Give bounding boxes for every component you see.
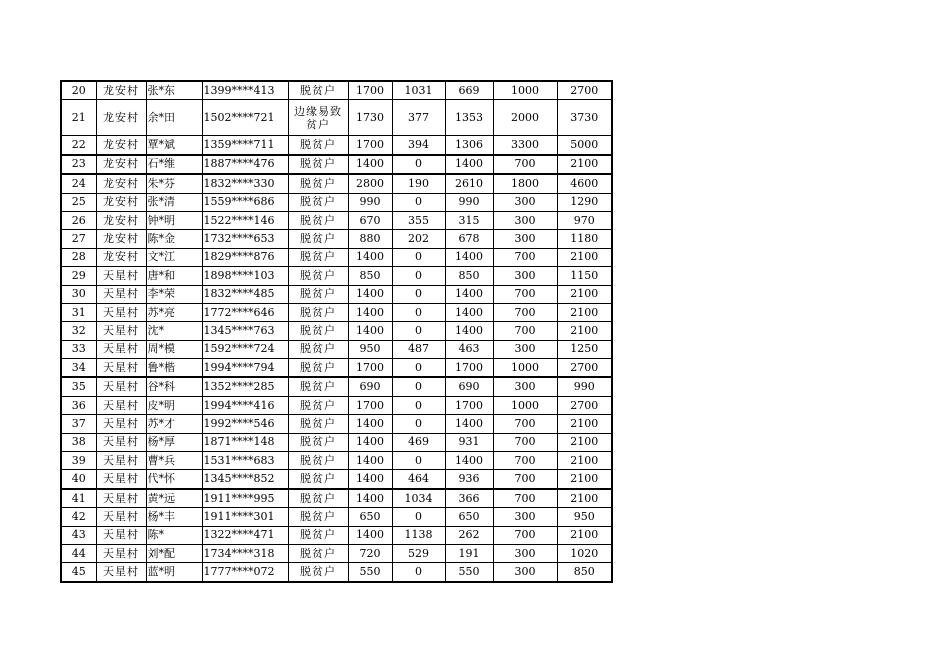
cell-value-4: 700 bbox=[493, 452, 557, 470]
cell-value-1: 1400 bbox=[348, 415, 392, 433]
cell-name: 覃*斌 bbox=[146, 136, 202, 155]
cell-value-3: 550 bbox=[445, 563, 493, 582]
cell-phone: 1522****146 bbox=[202, 211, 288, 229]
cell-value-5: 2100 bbox=[557, 470, 612, 489]
cell-value-3: 1400 bbox=[445, 322, 493, 340]
cell-value-3: 669 bbox=[445, 81, 493, 100]
table-row bbox=[61, 377, 612, 396]
cell-phone: 1732****653 bbox=[202, 230, 288, 248]
cell-household-type: 脱贫户 bbox=[288, 230, 348, 248]
cell-name: 沈* bbox=[146, 322, 202, 340]
cell-name: 谷*科 bbox=[146, 377, 202, 396]
cell-value-1: 1400 bbox=[348, 526, 392, 544]
cell-village: 天星村 bbox=[96, 285, 146, 303]
cell-household-type: 脱贫户 bbox=[288, 396, 348, 414]
cell-phone: 1898****103 bbox=[202, 267, 288, 285]
cell-value-5: 2100 bbox=[557, 433, 612, 451]
cell-value-5: 1180 bbox=[557, 230, 612, 248]
cell-village: 龙安村 bbox=[96, 81, 146, 100]
cell-value-4: 300 bbox=[493, 267, 557, 285]
cell-household-type: 脱贫户 bbox=[288, 415, 348, 433]
table-row bbox=[61, 489, 612, 508]
cell-value-1: 1700 bbox=[348, 359, 392, 378]
cell-name: 蓝*明 bbox=[146, 563, 202, 582]
cell-value-3: 1306 bbox=[445, 136, 493, 155]
cell-no: 25 bbox=[61, 193, 96, 211]
cell-value-5: 990 bbox=[557, 377, 612, 396]
cell-no: 37 bbox=[61, 415, 96, 433]
cell-village: 龙安村 bbox=[96, 248, 146, 266]
cell-value-5: 2100 bbox=[557, 452, 612, 470]
cell-value-1: 1400 bbox=[348, 303, 392, 321]
cell-value-1: 1400 bbox=[348, 452, 392, 470]
cell-value-3: 191 bbox=[445, 544, 493, 562]
cell-household-type: 脱贫户 bbox=[288, 248, 348, 266]
table-row bbox=[61, 230, 612, 248]
cell-village: 天星村 bbox=[96, 563, 146, 582]
cell-name: 鲁*楷 bbox=[146, 359, 202, 378]
cell-name: 钟*明 bbox=[146, 211, 202, 229]
cell-value-5: 2700 bbox=[557, 81, 612, 100]
cell-no: 30 bbox=[61, 285, 96, 303]
cell-village: 天星村 bbox=[96, 340, 146, 358]
cell-village: 龙安村 bbox=[96, 193, 146, 211]
cell-village: 天星村 bbox=[96, 470, 146, 489]
cell-value-5: 2100 bbox=[557, 489, 612, 508]
cell-name: 余*田 bbox=[146, 100, 202, 136]
cell-value-4: 700 bbox=[493, 526, 557, 544]
cell-value-2: 1034 bbox=[392, 489, 445, 508]
cell-no: 34 bbox=[61, 359, 96, 378]
cell-no: 41 bbox=[61, 489, 96, 508]
cell-village: 天星村 bbox=[96, 544, 146, 562]
cell-phone: 1832****485 bbox=[202, 285, 288, 303]
cell-value-4: 700 bbox=[493, 433, 557, 451]
cell-value-5: 1250 bbox=[557, 340, 612, 358]
cell-name: 苏*亮 bbox=[146, 303, 202, 321]
cell-value-3: 690 bbox=[445, 377, 493, 396]
cell-village: 龙安村 bbox=[96, 211, 146, 229]
cell-value-4: 700 bbox=[493, 415, 557, 433]
cell-value-4: 300 bbox=[493, 230, 557, 248]
cell-value-1: 1400 bbox=[348, 433, 392, 451]
cell-value-3: 366 bbox=[445, 489, 493, 508]
cell-no: 28 bbox=[61, 248, 96, 266]
cell-name: 李*荣 bbox=[146, 285, 202, 303]
cell-no: 21 bbox=[61, 100, 96, 136]
cell-village: 天星村 bbox=[96, 526, 146, 544]
cell-value-3: 990 bbox=[445, 193, 493, 211]
table-row bbox=[61, 211, 612, 229]
cell-value-4: 700 bbox=[493, 489, 557, 508]
cell-value-1: 2800 bbox=[348, 174, 392, 193]
cell-name: 曹*兵 bbox=[146, 452, 202, 470]
cell-village: 天星村 bbox=[96, 322, 146, 340]
table-row bbox=[61, 155, 612, 174]
cell-value-4: 700 bbox=[493, 285, 557, 303]
cell-value-5: 2100 bbox=[557, 285, 612, 303]
table-row bbox=[61, 267, 612, 285]
cell-value-2: 0 bbox=[392, 267, 445, 285]
cell-village: 龙安村 bbox=[96, 155, 146, 174]
cell-phone: 1502****721 bbox=[202, 100, 288, 136]
cell-phone: 1994****416 bbox=[202, 396, 288, 414]
cell-value-2: 0 bbox=[392, 322, 445, 340]
cell-value-1: 1400 bbox=[348, 155, 392, 174]
cell-value-1: 1400 bbox=[348, 489, 392, 508]
cell-village: 天星村 bbox=[96, 359, 146, 378]
cell-value-4: 3300 bbox=[493, 136, 557, 155]
cell-household-type: 脱贫户 bbox=[288, 136, 348, 155]
cell-value-4: 1800 bbox=[493, 174, 557, 193]
table-row bbox=[61, 508, 612, 526]
cell-value-2: 0 bbox=[392, 248, 445, 266]
cell-value-5: 1290 bbox=[557, 193, 612, 211]
cell-value-5: 950 bbox=[557, 508, 612, 526]
table-row bbox=[61, 452, 612, 470]
cell-no: 23 bbox=[61, 155, 96, 174]
table-row bbox=[61, 248, 612, 266]
cell-value-2: 0 bbox=[392, 415, 445, 433]
cell-household-type: 脱贫户 bbox=[288, 526, 348, 544]
cell-value-1: 1400 bbox=[348, 285, 392, 303]
cell-household-type: 脱贫户 bbox=[288, 563, 348, 582]
table-row bbox=[61, 340, 612, 358]
cell-value-2: 0 bbox=[392, 285, 445, 303]
cell-household-type: 脱贫户 bbox=[288, 81, 348, 100]
cell-value-1: 1400 bbox=[348, 470, 392, 489]
table-body bbox=[61, 81, 612, 582]
table-row bbox=[61, 470, 612, 489]
cell-name: 唐*和 bbox=[146, 267, 202, 285]
cell-village: 天星村 bbox=[96, 415, 146, 433]
cell-household-type: 脱贫户 bbox=[288, 193, 348, 211]
table-row bbox=[61, 100, 612, 136]
cell-value-4: 700 bbox=[493, 470, 557, 489]
cell-value-2: 469 bbox=[392, 433, 445, 451]
cell-value-5: 2700 bbox=[557, 359, 612, 378]
cell-household-type: 脱贫户 bbox=[288, 544, 348, 562]
cell-name: 黄*远 bbox=[146, 489, 202, 508]
table-row bbox=[61, 359, 612, 378]
cell-household-type: 脱贫户 bbox=[288, 285, 348, 303]
cell-value-2: 190 bbox=[392, 174, 445, 193]
cell-value-3: 850 bbox=[445, 267, 493, 285]
cell-value-5: 2100 bbox=[557, 322, 612, 340]
cell-phone: 1911****301 bbox=[202, 508, 288, 526]
cell-value-1: 950 bbox=[348, 340, 392, 358]
table-row bbox=[61, 415, 612, 433]
table-row bbox=[61, 563, 612, 582]
cell-value-2: 0 bbox=[392, 377, 445, 396]
cell-value-2: 0 bbox=[392, 508, 445, 526]
cell-value-3: 1400 bbox=[445, 303, 493, 321]
cell-value-1: 1700 bbox=[348, 81, 392, 100]
cell-household-type: 脱贫户 bbox=[288, 322, 348, 340]
cell-no: 27 bbox=[61, 230, 96, 248]
cell-value-5: 2100 bbox=[557, 155, 612, 174]
cell-no: 20 bbox=[61, 81, 96, 100]
cell-phone: 1345****763 bbox=[202, 322, 288, 340]
cell-phone: 1734****318 bbox=[202, 544, 288, 562]
cell-value-1: 880 bbox=[348, 230, 392, 248]
cell-household-type: 脱贫户 bbox=[288, 359, 348, 378]
cell-village: 天星村 bbox=[96, 396, 146, 414]
cell-value-3: 1353 bbox=[445, 100, 493, 136]
cell-value-2: 464 bbox=[392, 470, 445, 489]
cell-value-4: 1000 bbox=[493, 396, 557, 414]
cell-value-2: 1138 bbox=[392, 526, 445, 544]
table-row bbox=[61, 322, 612, 340]
cell-village: 龙安村 bbox=[96, 174, 146, 193]
cell-household-type: 脱贫户 bbox=[288, 155, 348, 174]
cell-name: 陈*金 bbox=[146, 230, 202, 248]
cell-value-3: 1700 bbox=[445, 396, 493, 414]
cell-value-3: 650 bbox=[445, 508, 493, 526]
cell-value-5: 850 bbox=[557, 563, 612, 582]
cell-value-2: 0 bbox=[392, 193, 445, 211]
cell-village: 天星村 bbox=[96, 452, 146, 470]
table-row bbox=[61, 433, 612, 451]
cell-value-4: 300 bbox=[493, 508, 557, 526]
cell-name: 陈* bbox=[146, 526, 202, 544]
cell-value-5: 2100 bbox=[557, 526, 612, 544]
table-row bbox=[61, 136, 612, 155]
cell-value-5: 2700 bbox=[557, 396, 612, 414]
cell-no: 36 bbox=[61, 396, 96, 414]
cell-value-4: 1000 bbox=[493, 359, 557, 378]
cell-value-4: 300 bbox=[493, 211, 557, 229]
cell-value-2: 1031 bbox=[392, 81, 445, 100]
cell-phone: 1592****724 bbox=[202, 340, 288, 358]
cell-name: 张*清 bbox=[146, 193, 202, 211]
cell-value-1: 690 bbox=[348, 377, 392, 396]
cell-village: 天星村 bbox=[96, 377, 146, 396]
cell-name: 皮*明 bbox=[146, 396, 202, 414]
cell-value-1: 1400 bbox=[348, 248, 392, 266]
cell-phone: 1345****852 bbox=[202, 470, 288, 489]
cell-value-2: 487 bbox=[392, 340, 445, 358]
cell-no: 35 bbox=[61, 377, 96, 396]
cell-value-4: 700 bbox=[493, 303, 557, 321]
cell-no: 29 bbox=[61, 267, 96, 285]
cell-value-2: 355 bbox=[392, 211, 445, 229]
cell-phone: 1359****711 bbox=[202, 136, 288, 155]
cell-value-1: 1400 bbox=[348, 322, 392, 340]
cell-phone: 1911****995 bbox=[202, 489, 288, 508]
cell-value-1: 670 bbox=[348, 211, 392, 229]
cell-value-4: 300 bbox=[493, 193, 557, 211]
cell-value-2: 0 bbox=[392, 452, 445, 470]
cell-household-type: 脱贫户 bbox=[288, 508, 348, 526]
cell-value-4: 300 bbox=[493, 563, 557, 582]
cell-village: 天星村 bbox=[96, 267, 146, 285]
cell-household-type: 脱贫户 bbox=[288, 174, 348, 193]
cell-household-type: 脱贫户 bbox=[288, 433, 348, 451]
cell-no: 43 bbox=[61, 526, 96, 544]
cell-phone: 1777****072 bbox=[202, 563, 288, 582]
cell-phone: 1399****413 bbox=[202, 81, 288, 100]
cell-village: 天星村 bbox=[96, 433, 146, 451]
cell-value-4: 300 bbox=[493, 340, 557, 358]
cell-value-2: 0 bbox=[392, 396, 445, 414]
cell-value-5: 5000 bbox=[557, 136, 612, 155]
cell-phone: 1531****683 bbox=[202, 452, 288, 470]
table-row bbox=[61, 193, 612, 211]
cell-household-type: 脱贫户 bbox=[288, 303, 348, 321]
cell-village: 龙安村 bbox=[96, 230, 146, 248]
cell-no: 31 bbox=[61, 303, 96, 321]
cell-phone: 1352****285 bbox=[202, 377, 288, 396]
data-table bbox=[60, 80, 613, 583]
cell-value-2: 0 bbox=[392, 303, 445, 321]
table-row bbox=[61, 526, 612, 544]
cell-value-2: 377 bbox=[392, 100, 445, 136]
cell-value-2: 0 bbox=[392, 359, 445, 378]
cell-household-type: 脱贫户 bbox=[288, 267, 348, 285]
cell-village: 龙安村 bbox=[96, 136, 146, 155]
cell-name: 苏*才 bbox=[146, 415, 202, 433]
cell-no: 39 bbox=[61, 452, 96, 470]
cell-value-4: 700 bbox=[493, 322, 557, 340]
cell-value-2: 202 bbox=[392, 230, 445, 248]
cell-value-1: 1700 bbox=[348, 396, 392, 414]
cell-phone: 1887****476 bbox=[202, 155, 288, 174]
table-row bbox=[61, 303, 612, 321]
cell-value-4: 2000 bbox=[493, 100, 557, 136]
cell-value-2: 394 bbox=[392, 136, 445, 155]
cell-value-4: 700 bbox=[493, 248, 557, 266]
cell-value-5: 2100 bbox=[557, 248, 612, 266]
cell-household-type: 脱贫户 bbox=[288, 452, 348, 470]
table-row bbox=[61, 174, 612, 193]
cell-value-4: 1000 bbox=[493, 81, 557, 100]
cell-name: 杨*丰 bbox=[146, 508, 202, 526]
cell-phone: 1322****471 bbox=[202, 526, 288, 544]
cell-value-5: 970 bbox=[557, 211, 612, 229]
cell-value-3: 1400 bbox=[445, 248, 493, 266]
cell-household-type: 脱贫户 bbox=[288, 377, 348, 396]
cell-value-1: 1730 bbox=[348, 100, 392, 136]
cell-phone: 1829****876 bbox=[202, 248, 288, 266]
cell-name: 刘*配 bbox=[146, 544, 202, 562]
cell-no: 24 bbox=[61, 174, 96, 193]
cell-household-type: 边缘易致贫户 bbox=[288, 100, 348, 136]
cell-name: 朱*芬 bbox=[146, 174, 202, 193]
cell-no: 42 bbox=[61, 508, 96, 526]
cell-value-3: 2610 bbox=[445, 174, 493, 193]
cell-phone: 1559****686 bbox=[202, 193, 288, 211]
cell-value-1: 1700 bbox=[348, 136, 392, 155]
cell-value-5: 4600 bbox=[557, 174, 612, 193]
cell-phone: 1832****330 bbox=[202, 174, 288, 193]
cell-no: 44 bbox=[61, 544, 96, 562]
cell-no: 38 bbox=[61, 433, 96, 451]
cell-phone: 1994****794 bbox=[202, 359, 288, 378]
cell-household-type: 脱贫户 bbox=[288, 470, 348, 489]
cell-no: 22 bbox=[61, 136, 96, 155]
cell-value-3: 931 bbox=[445, 433, 493, 451]
cell-name: 文*江 bbox=[146, 248, 202, 266]
cell-value-3: 936 bbox=[445, 470, 493, 489]
cell-value-5: 1150 bbox=[557, 267, 612, 285]
cell-value-5: 2100 bbox=[557, 303, 612, 321]
cell-value-3: 1700 bbox=[445, 359, 493, 378]
cell-value-1: 990 bbox=[348, 193, 392, 211]
cell-value-5: 1020 bbox=[557, 544, 612, 562]
cell-no: 33 bbox=[61, 340, 96, 358]
cell-value-1: 550 bbox=[348, 563, 392, 582]
table-row bbox=[61, 544, 612, 562]
cell-value-5: 3730 bbox=[557, 100, 612, 136]
cell-household-type: 脱贫户 bbox=[288, 340, 348, 358]
cell-name: 石*维 bbox=[146, 155, 202, 174]
cell-value-3: 1400 bbox=[445, 415, 493, 433]
table-row bbox=[61, 396, 612, 414]
cell-value-3: 1400 bbox=[445, 285, 493, 303]
cell-phone: 1772****646 bbox=[202, 303, 288, 321]
table-row bbox=[61, 285, 612, 303]
cell-name: 杨*厚 bbox=[146, 433, 202, 451]
cell-village: 天星村 bbox=[96, 489, 146, 508]
cell-value-2: 529 bbox=[392, 544, 445, 562]
cell-phone: 1992****546 bbox=[202, 415, 288, 433]
cell-value-3: 678 bbox=[445, 230, 493, 248]
cell-value-4: 300 bbox=[493, 377, 557, 396]
cell-value-3: 463 bbox=[445, 340, 493, 358]
cell-no: 32 bbox=[61, 322, 96, 340]
cell-value-3: 262 bbox=[445, 526, 493, 544]
table-row bbox=[61, 81, 612, 100]
cell-household-type: 脱贫户 bbox=[288, 489, 348, 508]
cell-phone: 1871****148 bbox=[202, 433, 288, 451]
cell-village: 天星村 bbox=[96, 303, 146, 321]
cell-no: 26 bbox=[61, 211, 96, 229]
cell-value-1: 720 bbox=[348, 544, 392, 562]
cell-village: 天星村 bbox=[96, 508, 146, 526]
cell-value-3: 315 bbox=[445, 211, 493, 229]
cell-value-1: 850 bbox=[348, 267, 392, 285]
cell-no: 45 bbox=[61, 563, 96, 582]
cell-value-3: 1400 bbox=[445, 452, 493, 470]
cell-household-type: 脱贫户 bbox=[288, 211, 348, 229]
cell-value-4: 700 bbox=[493, 155, 557, 174]
cell-value-2: 0 bbox=[392, 563, 445, 582]
cell-name: 代*怀 bbox=[146, 470, 202, 489]
cell-value-3: 1400 bbox=[445, 155, 493, 174]
cell-name: 周*模 bbox=[146, 340, 202, 358]
cell-village: 龙安村 bbox=[96, 100, 146, 136]
cell-value-1: 650 bbox=[348, 508, 392, 526]
cell-no: 40 bbox=[61, 470, 96, 489]
cell-name: 张*东 bbox=[146, 81, 202, 100]
cell-value-4: 300 bbox=[493, 544, 557, 562]
cell-value-5: 2100 bbox=[557, 415, 612, 433]
cell-value-2: 0 bbox=[392, 155, 445, 174]
